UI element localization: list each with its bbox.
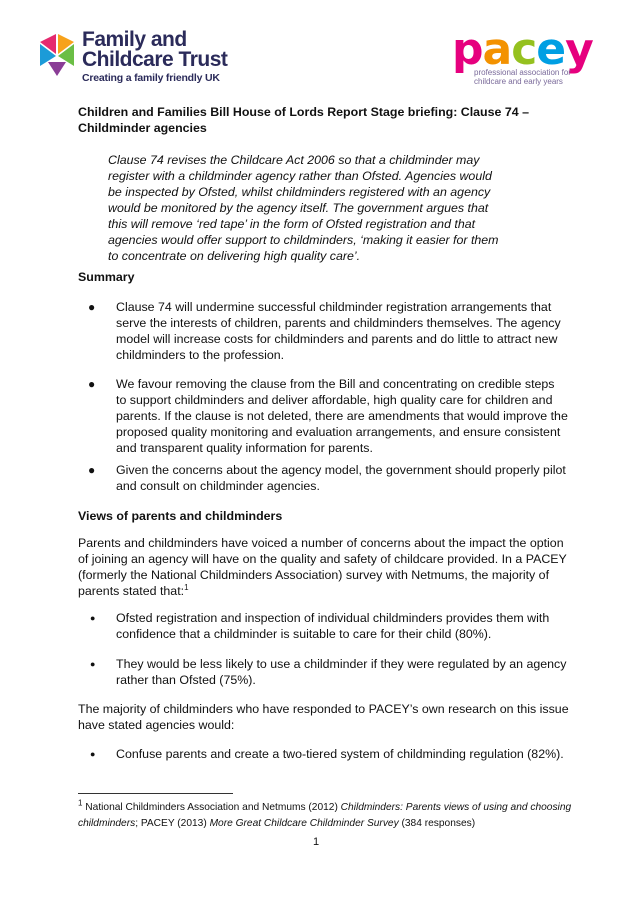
footnote-divider [78, 793, 233, 794]
page-number: 1 [313, 836, 320, 848]
pacey-sub-line2: childcare and early years [474, 77, 563, 86]
footnote-text-3: (384 responses) [398, 818, 476, 829]
views-paragraph [78, 535, 573, 599]
footnote-reference: 1 [184, 582, 189, 592]
pacey-letter-p: p [452, 24, 483, 75]
summary-heading: Summary [78, 270, 135, 284]
fct-logo-mark-icon [38, 32, 78, 78]
bullet-dot-icon: ● [90, 749, 96, 759]
summary-bullet-text: We favour removing the clause from the Bill and concentrating on credible steps to support childminders and deliver affordable, high quality care for children and parents. If the clause is not deleted, there are amendments that would improve the proposed quality monitoring and evaluation arrangements, and ensure consistent and transparent quality information for parents. [116, 377, 568, 455]
pacey-letter-c: c [511, 24, 537, 75]
footnote-text-2: ; PACEY (2013) [135, 818, 210, 829]
bullet-dot-icon: ● [88, 463, 96, 477]
fct-logo-name [82, 30, 227, 70]
footnote [78, 800, 578, 832]
childminder-bullet-text: Confuse parents and create a two-tiered system of childminding regulation (82%). [116, 747, 564, 761]
document-title: Children and Families Bill House of Lords Report Stage briefing: Clause 74 – Childminder agencies [78, 105, 529, 135]
intro-paragraph: Clause 74 revises the Childcare Act 2006 so that a childminder may register with a childminder agency rather than Ofsted. Agencies would be inspected by Ofsted, whilst childminders registered with an agency would be monitored by the agency itself. The government argues that this will remove ‘red tape’ in the form of Ofsted registration and that agencies would offer support to childminders, ‘making it easier for them to concentrate on delivering high quality care’. [108, 153, 499, 263]
bullet-dot-icon: ● [88, 300, 96, 314]
bullet-dot-icon: ● [90, 659, 96, 669]
footnote-text-1: National Childminders Association and Netmums (2012) [85, 802, 341, 813]
footnote-number: 1 [78, 798, 83, 808]
footnote-title-2: More Great Childcare Childminder Survey [209, 818, 399, 829]
parent-bullet-text: Ofsted registration and inspection of individual childminders provides them with confidence that a childminder is suitable to care for their child (80%). [116, 611, 550, 641]
fct-logo-line2: Childcare Trust [82, 48, 228, 71]
pacey-logo-subtitle [474, 68, 571, 86]
views-heading: Views of parents and childminders [78, 509, 283, 523]
parent-bullet-text: They would be less likely to use a childminder if they were regulated by an agency rather than Ofsted (75%). [116, 657, 567, 687]
bullet-dot-icon: ● [88, 377, 96, 391]
fct-logo-tagline: Creating a family friendly UK [82, 72, 220, 84]
views-paragraph-text: Parents and childminders have voiced a number of concerns about the impact the option of joining an agency will have on the quality and safety of childcare provided. In a PACEY (formerly the National Childminders Association) survey with Netmums, the majority of parents stated that: [78, 536, 567, 598]
bullet-dot-icon: ● [90, 613, 96, 623]
childminder-paragraph: The majority of childminders who have responded to PACEY’s own research on this issue have stated agencies would: [78, 702, 569, 732]
fct-logo-line1: Family and [82, 28, 187, 51]
pacey-logo [452, 24, 612, 92]
footnote-title-1: Childminders: Parents views of using and choosing childminders [78, 802, 572, 829]
pacey-letter-a: a [482, 24, 512, 75]
summary-bullet-text: Clause 74 will undermine successful childminder registration arrangements that serve the interests of children, parents and childminders themselves. The agency model will increase costs for childminders and parents and do little to attract new childminders to the profession. [116, 300, 561, 362]
pacey-letter-e: e [536, 24, 566, 75]
pacey-letter-y: y [565, 24, 593, 75]
family-childcare-trust-logo [38, 30, 238, 90]
pacey-sub-line1: professional association for [474, 68, 571, 77]
summary-bullet-text: Given the concerns about the agency model, the government should properly pilot and consult on childminder agencies. [116, 463, 566, 493]
